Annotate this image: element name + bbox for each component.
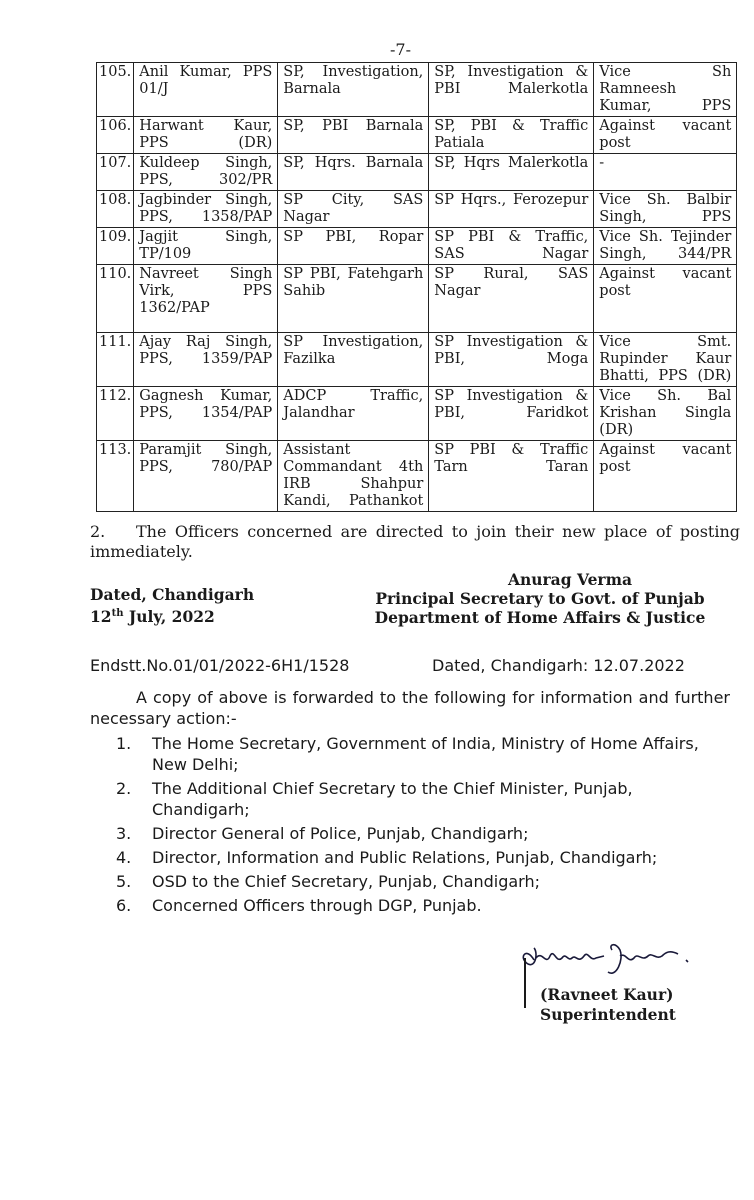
- list-item: [110, 871, 730, 892]
- list-item: [110, 778, 730, 820]
- table-row: [97, 63, 737, 117]
- remarks-cell: -: [594, 154, 737, 191]
- serial-number-cell: 111.: [97, 333, 134, 387]
- serial-number-cell: 107.: [97, 154, 134, 191]
- dated-place: Dated, Chandigarh: [90, 585, 255, 604]
- posting-table: [96, 62, 737, 512]
- endorsement-line: [90, 656, 730, 675]
- list-item-text: The Additional Chief Secretary to the Chief Minister, Punjab, Chandigarh;: [152, 779, 633, 819]
- list-item: [110, 823, 730, 844]
- signatory-name: Anurag Verma: [507, 570, 633, 589]
- superintendent-name: (Ravneet Kaur): [540, 985, 674, 1004]
- to-post-cell: SP Investigation & PBI, Faridkot: [429, 387, 594, 441]
- serial-number-cell: 110.: [97, 265, 134, 333]
- list-item-text: OSD to the Chief Secretary, Punjab, Chandigarh;: [152, 872, 541, 891]
- table-row: [97, 265, 737, 333]
- table-row: [97, 333, 737, 387]
- paragraph-text: The Officers concerned are directed to join their new place of posting immediately.: [90, 522, 740, 561]
- to-post-cell: SP PBI & Traffic, SAS Nagar: [429, 228, 594, 265]
- officer-name-cell: Navreet Singh Virk, PPS 1362/PAP: [134, 265, 278, 333]
- list-item-text: Concerned Officers through DGP, Punjab.: [152, 896, 482, 915]
- list-item: [110, 895, 730, 916]
- remarks-cell: Vice Smt. Rupinder Kaur Bhatti, PPS (DR): [594, 333, 737, 387]
- dated-block: [90, 585, 254, 626]
- table-row: [97, 441, 737, 512]
- serial-number-cell: 105.: [97, 63, 134, 117]
- to-post-cell: SP Investigation & PBI, Moga: [429, 333, 594, 387]
- from-post-cell: SP PBI, Fatehgarh Sahib: [278, 265, 429, 333]
- date-suffix: th: [111, 608, 124, 619]
- officer-name-cell: Ajay Raj Singh, PPS, 1359/PAP: [134, 333, 278, 387]
- page-number: -7-: [390, 40, 411, 59]
- copy-text: A copy of above is forwarded to the following for information and further necessary action:-: [90, 688, 730, 728]
- from-post-cell: SP, Investigation, Barnala: [278, 63, 429, 117]
- table-row: [97, 387, 737, 441]
- list-item-number: 2.: [116, 779, 132, 798]
- remarks-cell: Against vacant post: [594, 265, 737, 333]
- list-item-text: The Home Secretary, Government of India, Ministry of Home Affairs, New Delhi;: [152, 734, 699, 774]
- endorsement-number: Endstt.No.01/01/2022-6H1/1528: [90, 656, 350, 675]
- remarks-cell: Vice Sh Ramneesh Kumar, PPS: [594, 63, 737, 117]
- to-post-cell: SP, PBI & Traffic Patiala: [429, 117, 594, 154]
- serial-number-cell: 112.: [97, 387, 134, 441]
- table-row: [97, 154, 737, 191]
- from-post-cell: ADCP Traffic, Jalandhar: [278, 387, 429, 441]
- remarks-cell: Vice Sh. Balbir Singh, PPS: [594, 191, 737, 228]
- signatory-block: [360, 570, 720, 627]
- table-row: [97, 228, 737, 265]
- direction-paragraph: [90, 522, 740, 562]
- table-row: [97, 117, 737, 154]
- officer-name-cell: Anil Kumar, PPS 01/J: [134, 63, 278, 117]
- remarks-cell: Vice Sh. Tejinder Singh, 344/PR: [594, 228, 737, 265]
- from-post-cell: Assistant Commandant 4th IRB Shahpur Kandi, Pathankot: [278, 441, 429, 512]
- from-post-cell: SP, Hqrs. Barnala: [278, 154, 429, 191]
- from-post-cell: SP, PBI Barnala: [278, 117, 429, 154]
- list-item-text: Director, Information and Public Relations, Punjab, Chandigarh;: [152, 848, 658, 867]
- list-item-number: 3.: [116, 824, 132, 843]
- table-row: [97, 191, 737, 228]
- copy-forward-text: [90, 687, 730, 729]
- officer-name-cell: Jagjit Singh, TP/109: [134, 228, 278, 265]
- list-item: [110, 847, 730, 868]
- signature-stroke: [524, 958, 526, 1008]
- to-post-cell: SP, Investigation & PBI Malerkotla: [429, 63, 594, 117]
- from-post-cell: SP Investigation, Fazilka: [278, 333, 429, 387]
- handwritten-signature: [516, 938, 716, 986]
- to-post-cell: SP PBI & Traffic Tarn Taran: [429, 441, 594, 512]
- officer-name-cell: Harwant Kaur, PPS (DR): [134, 117, 278, 154]
- serial-number-cell: 113.: [97, 441, 134, 512]
- from-post-cell: SP City, SAS Nagar: [278, 191, 429, 228]
- officer-name-cell: Paramjit Singh, PPS, 780/PAP: [134, 441, 278, 512]
- to-post-cell: SP Rural, SAS Nagar: [429, 265, 594, 333]
- serial-number-cell: 108.: [97, 191, 134, 228]
- serial-number-cell: 106.: [97, 117, 134, 154]
- date-day: 12: [90, 607, 112, 627]
- recipient-list: [110, 733, 730, 919]
- to-post-cell: SP, Hqrs Malerkotla: [429, 154, 594, 191]
- signatory-title: Principal Secretary to Govt. of Punjab: [375, 589, 705, 608]
- list-item-number: 5.: [116, 872, 132, 891]
- list-item: [110, 733, 730, 775]
- remarks-cell: Against vacant post: [594, 117, 737, 154]
- officer-name-cell: Gagnesh Kumar, PPS, 1354/PAP: [134, 387, 278, 441]
- from-post-cell: SP PBI, Ropar: [278, 228, 429, 265]
- signatory-department: Department of Home Affairs & Justice: [374, 608, 706, 627]
- remarks-cell: Vice Sh. Bal Krishan Singla (DR): [594, 387, 737, 441]
- officer-name-cell: Kuldeep Singh, PPS, 302/PR: [134, 154, 278, 191]
- list-item-text: Director General of Police, Punjab, Chandigarh;: [152, 824, 529, 843]
- officer-name-cell: Jagbinder Singh, PPS, 1358/PAP: [134, 191, 278, 228]
- to-post-cell: SP Hqrs., Ferozepur: [429, 191, 594, 228]
- superintendent-block: [540, 985, 676, 1025]
- list-item-number: 4.: [116, 848, 132, 867]
- list-item-number: 1.: [116, 734, 132, 753]
- superintendent-title: Superintendent: [540, 1005, 676, 1024]
- dated-date: [90, 604, 254, 626]
- paragraph-number: 2.: [90, 522, 106, 541]
- list-item-number: 6.: [116, 896, 132, 915]
- serial-number-cell: 109.: [97, 228, 134, 265]
- date-rest: July, 2022: [123, 607, 215, 627]
- remarks-cell: Against vacant post: [594, 441, 737, 512]
- endorsement-date: Dated, Chandigarh: 12.07.2022: [432, 656, 685, 675]
